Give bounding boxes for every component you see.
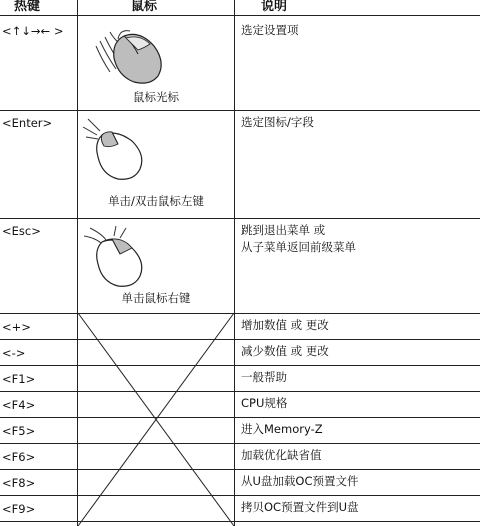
hotkey-enter: <Enter>	[2, 116, 53, 130]
header-mouse: 鼠标	[131, 0, 158, 14]
hotkey-f9: <F9>	[2, 502, 36, 516]
description: 进入Memory-Z	[241, 422, 323, 436]
hotkey-f5: <F5>	[2, 424, 36, 438]
header-description: 说明	[261, 0, 288, 14]
description: 增加数值 或 更改	[241, 318, 329, 332]
mouse-caption: 单击/双击鼠标左键	[108, 194, 204, 208]
hotkey-f1: <F1>	[2, 372, 36, 386]
description: 从U盘加载OC预置文件	[241, 474, 359, 488]
hotkey-arrows: <↑↓→← >	[2, 24, 64, 38]
hotkey-esc: <Esc>	[2, 224, 41, 238]
description: 从子菜单返回前级菜单	[241, 240, 356, 254]
mouse-caption: 单击鼠标右键	[121, 291, 191, 305]
description: 选定图标/字段	[241, 115, 314, 129]
header-hotkey: 热键	[14, 0, 41, 14]
hotkey-f4: <F4>	[2, 398, 36, 412]
hotkey-f8: <F8>	[2, 476, 36, 490]
description: CPU规格	[241, 396, 288, 410]
description: 选定设置项	[241, 23, 299, 37]
description: 一般帮助	[241, 370, 287, 384]
description: 减少数值 或 更改	[241, 344, 329, 358]
hotkey-minus: <->	[2, 346, 26, 360]
description: 加载优化缺省值	[241, 448, 322, 462]
hotkey-f6: <F6>	[2, 450, 36, 464]
description: 拷贝OC预置文件到U盘	[241, 500, 359, 514]
description: 跳到退出菜单 或	[241, 223, 326, 237]
mouse-caption: 鼠标光标	[133, 90, 179, 104]
hotkey-plus: <+>	[2, 320, 31, 334]
